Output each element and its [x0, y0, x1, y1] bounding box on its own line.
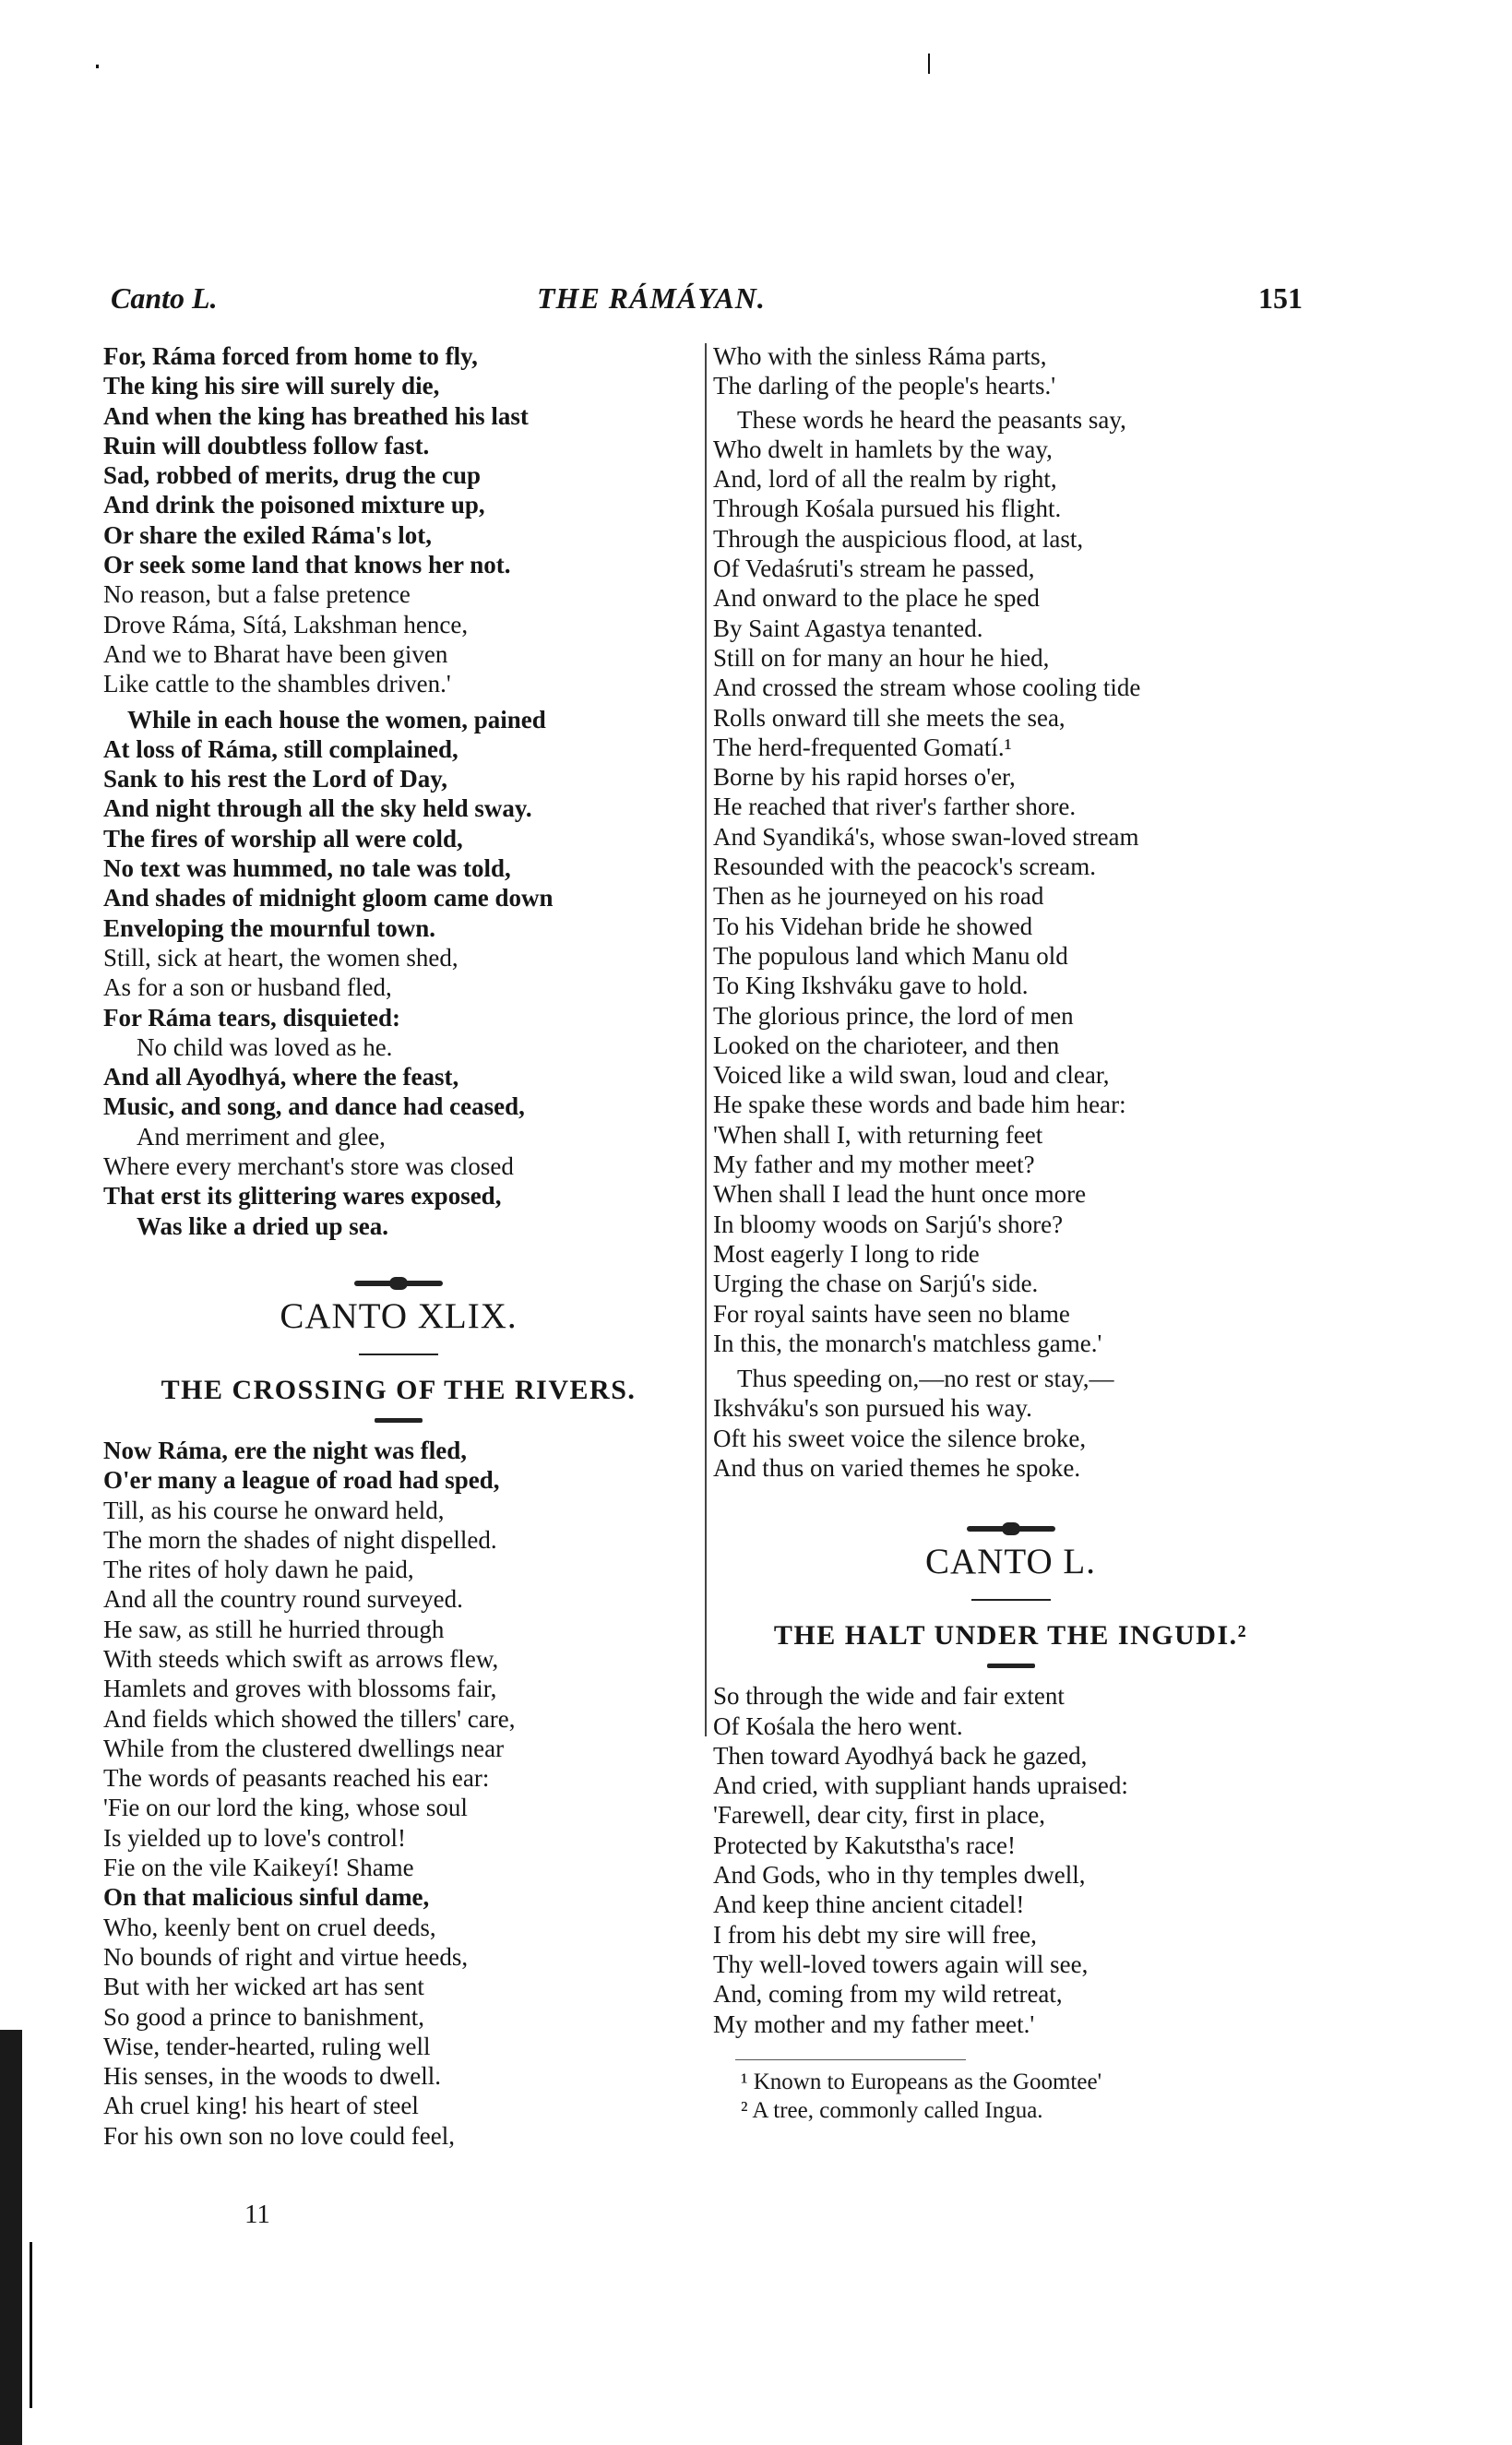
- verse-line: Thus speeding on,—no rest or stay,—: [737, 1365, 1114, 1393]
- verse-line: The fires of worship all were cold,: [103, 824, 463, 853]
- verse-line: Who, keenly bent on cruel deeds,: [103, 1913, 436, 1941]
- verse-line: In this, the monarch's matchless game.': [713, 1329, 1102, 1357]
- subtitle-rule: [987, 1664, 1035, 1668]
- section-ornament: [103, 1254, 694, 1282]
- verse-line: And merriment and glee,: [137, 1122, 386, 1151]
- scan-speck: [96, 65, 99, 68]
- scan-edge-line: [30, 2242, 32, 2408]
- verse-line: Rolls onward till she meets the sea,: [713, 703, 1066, 732]
- verse-line: And fields which showed the tillers' care,: [103, 1704, 516, 1733]
- verse-line: The king his sire will surely die,: [103, 372, 440, 400]
- verse-line: My father and my mother meet?: [713, 1151, 1035, 1179]
- verse-line: Who dwelt in hamlets by the way,: [713, 435, 1053, 463]
- verse-stanza: [713, 1364, 1308, 1483]
- verse-stanza: [103, 1436, 694, 2151]
- verse-line: By Saint Agastya tenanted.: [713, 614, 983, 642]
- verse-line: Still, sick at heart, the women shed,: [103, 943, 458, 972]
- verse-line: Is yielded up to love's control!: [103, 1823, 407, 1852]
- verse-line: And, lord of all the realm by right,: [713, 465, 1057, 494]
- verse-line: As for a son or husband fled,: [103, 973, 392, 1002]
- verse-line: Then toward Ayodhyá back he gazed,: [713, 1741, 1088, 1770]
- verse-line: And crossed the stream whose cooling tide: [713, 674, 1141, 702]
- verse-line: No text was hummed, no tale was told,: [103, 854, 511, 883]
- verse-line: And onward to the place he sped: [713, 584, 1040, 613]
- scan-speck: [928, 54, 930, 74]
- verse-line: And all Ayodhyá, where the feast,: [103, 1063, 459, 1091]
- verse-line: Still on for many an hour he hied,: [713, 643, 1050, 672]
- verse-line: So good a prince to banishment,: [103, 2002, 424, 2031]
- verse-line: These words he heard the peasants say,: [737, 405, 1126, 434]
- verse-line: 'When shall I, with returning feet: [713, 1120, 1043, 1149]
- verse-line: The glorious prince, the lord of men: [713, 1001, 1074, 1030]
- verse-line: I from his debt my sire will free,: [713, 1920, 1037, 1949]
- verse-line: And Syandiká's, whose swan-loved stream: [713, 822, 1139, 851]
- verse-line: Urging the chase on Sarjú's side.: [713, 1270, 1039, 1298]
- verse-line: Of Vedaśruti's stream he passed,: [713, 555, 1035, 583]
- verse-line: So through the wide and fair extent: [713, 1682, 1065, 1711]
- verse-line: At loss of Ráma, still complained,: [103, 734, 458, 763]
- verse-line: 'Fie on our lord the king, whose soul: [103, 1794, 468, 1822]
- verse-line: Now Ráma, ere the night was fled,: [103, 1436, 467, 1464]
- canto-subtitle: THE HALT UNDER THE INGUDI.²: [773, 1620, 1248, 1652]
- verse-stanza: [713, 341, 1308, 401]
- verse-line: Till, as his course he onward held,: [103, 1496, 445, 1524]
- verse-line: To his Videhan bride he showed: [713, 912, 1033, 940]
- verse-line: Borne by his rapid horses o'er,: [713, 763, 1016, 792]
- verse-stanza: [713, 1681, 1308, 2039]
- running-header: [103, 281, 1303, 318]
- verse-line: For royal saints have seen no blame: [713, 1299, 1070, 1328]
- verse-line: Drove Ráma, Sítá, Lakshman hence,: [103, 610, 469, 638]
- column-divider: [705, 343, 707, 1736]
- verse-line: Through the auspicious flood, at last,: [713, 524, 1084, 553]
- verse-line: And when the king has breathed his last: [103, 401, 529, 430]
- verse-line: My mother and my father meet.': [713, 2010, 1035, 2038]
- verse-line: For Ráma tears, disquieted:: [103, 1003, 400, 1032]
- verse-line: Wise, tender-hearted, ruling well: [103, 2032, 431, 2060]
- verse-line: In bloomy woods on Sarjú's shore?: [713, 1210, 1064, 1238]
- verse-line: Sank to his rest the Lord of Day,: [103, 765, 448, 793]
- verse-line: Was like a dried up sea.: [137, 1211, 389, 1240]
- verse-line: The morn the shades of night dispelled.: [103, 1525, 497, 1554]
- ornament-rule: [967, 1526, 1055, 1532]
- verse-line: The populous land which Manu old: [713, 941, 1068, 970]
- scan-edge-bar: [0, 2030, 22, 2445]
- verse-line: Most eagerly I long to ride: [713, 1239, 980, 1268]
- footnotes: [713, 2059, 1308, 2125]
- verse-line: Oft his sweet voice the silence broke,: [713, 1424, 1087, 1452]
- verse-line: For his own son no love could feel,: [103, 2121, 455, 2150]
- signature-mark: 11: [244, 2200, 270, 2229]
- verse-line: To King Ikshváku gave to hold.: [713, 972, 1029, 1000]
- left-column: [103, 341, 694, 2151]
- verse-line: While from the clustered dwellings near: [103, 1734, 505, 1762]
- verse-line: Hamlets and groves with blossoms fair,: [103, 1675, 497, 1703]
- subtitle-rule: [375, 1418, 423, 1423]
- canto-title: CANTO XLIX.: [280, 1295, 518, 1336]
- verse-line: For, Ráma forced from home to fly,: [103, 342, 478, 370]
- verse-line: And night through all the sky held sway.: [103, 794, 532, 823]
- verse-line: And all the country round surveyed.: [103, 1585, 463, 1614]
- ornament-rule: [354, 1281, 443, 1286]
- canto-subtitle: THE CROSSING OF THE RIVERS.: [161, 1374, 637, 1405]
- verse-line: Enveloping the mournful town.: [103, 913, 436, 942]
- verse-line: Who with the sinless Ráma parts,: [713, 342, 1047, 370]
- verse-line: And Gods, who in thy temples dwell,: [713, 1861, 1086, 1890]
- verse-line: Fie on the vile Kaikeyí! Shame: [103, 1854, 414, 1882]
- verse-line: And thus on varied themes he spoke.: [713, 1453, 1081, 1482]
- footnote: ¹ Known to Europeans as the Goomtee': [741, 2069, 1102, 2094]
- verse-line: Looked on the charioteer, and then: [713, 1031, 1060, 1059]
- verse-line: That erst its glittering wares exposed,: [103, 1182, 502, 1211]
- verse-line: His senses, in the woods to dwell.: [103, 2062, 441, 2091]
- page-number: 151: [1258, 281, 1303, 315]
- footnote-rule: [735, 2059, 966, 2060]
- verse-line: Then as he journeyed on his road: [713, 882, 1044, 911]
- verse-line: He reached that river's farther shore.: [713, 793, 1077, 821]
- verse-line: And we to Bharat have been given: [103, 639, 448, 668]
- verse-line: He spake these words and bade him hear:: [713, 1091, 1126, 1119]
- verse-line: The words of peasants reached his ear:: [103, 1764, 490, 1793]
- verse-line: No child was loved as he.: [137, 1032, 393, 1061]
- verse-stanza: [103, 705, 694, 1241]
- verse-line: While in each house the women, pained: [127, 705, 546, 734]
- verse-line: But with her wicked art has sent: [103, 1973, 424, 2001]
- header-canto: Canto L.: [111, 281, 218, 315]
- verse-line: And cried, with suppliant hands upraised:: [713, 1771, 1128, 1800]
- verse-line: Protected by Kakutstha's race!: [713, 1831, 1016, 1859]
- footnote: ² A tree, commonly called Ingua.: [741, 2097, 1043, 2123]
- header-book-title: THE RÁMÁYAN.: [537, 281, 766, 315]
- verse-line: Where every merchant's store was closed: [103, 1152, 514, 1181]
- verse-line: Through Kośala pursued his flight.: [713, 495, 1062, 523]
- verse-line: He saw, as still he hurried through: [103, 1615, 445, 1643]
- verse-line: And drink the poisoned mixture up,: [103, 491, 485, 519]
- canto-title: CANTO L.: [925, 1542, 1096, 1582]
- verse-line: When shall I lead the hunt once more: [713, 1180, 1087, 1209]
- verse-line: Or seek some land that knows her not.: [103, 551, 511, 579]
- verse-line: And shades of midnight gloom came down: [103, 884, 554, 912]
- verse-stanza: [713, 405, 1308, 1359]
- verse-stanza: [103, 341, 694, 699]
- verse-line: Music, and song, and dance had ceased,: [103, 1092, 525, 1121]
- verse-line: Thy well-loved towers again will see,: [713, 1950, 1089, 1978]
- verse-line: Or share the exiled Ráma's lot,: [103, 520, 432, 549]
- verse-line: 'Farewell, dear city, first in place,: [713, 1801, 1045, 1830]
- verse-line: On that malicious sinful dame,: [103, 1883, 430, 1912]
- verse-line: The rites of holy dawn he paid,: [103, 1556, 414, 1584]
- verse-line: The darling of the people's hearts.': [713, 372, 1056, 400]
- verse-line: Sad, robbed of merits, drug the cup: [103, 461, 482, 490]
- verse-line: The herd-frequented Gomatí.¹: [713, 733, 1012, 761]
- verse-line: No reason, but a false pretence: [103, 580, 411, 609]
- section-ornament: [713, 1499, 1308, 1527]
- verse-line: And, coming from my wild retreat,: [713, 1980, 1063, 2009]
- verse-line: Like cattle to the shambles driven.': [103, 670, 451, 698]
- verse-line: Resounded with the peacock's scream.: [713, 853, 1096, 881]
- verse-line: Voiced like a wild swan, loud and clear,: [713, 1061, 1110, 1090]
- verse-line: And keep thine ancient citadel!: [713, 1890, 1025, 1919]
- verse-line: With steeds which swift as arrows flew,: [103, 1644, 499, 1673]
- verse-line: Ikshváku's son pursued his way.: [713, 1394, 1032, 1423]
- verse-line: No bounds of right and virtue heeds,: [103, 1942, 469, 1971]
- verse-line: Of Kośala the hero went.: [713, 1712, 963, 1740]
- verse-line: Ruin will doubtless follow fast.: [103, 431, 430, 459]
- verse-line: O'er many a league of road had sped,: [103, 1466, 500, 1495]
- verse-line: Ah cruel king! his heart of steel: [103, 2092, 419, 2120]
- right-column: [713, 341, 1308, 2125]
